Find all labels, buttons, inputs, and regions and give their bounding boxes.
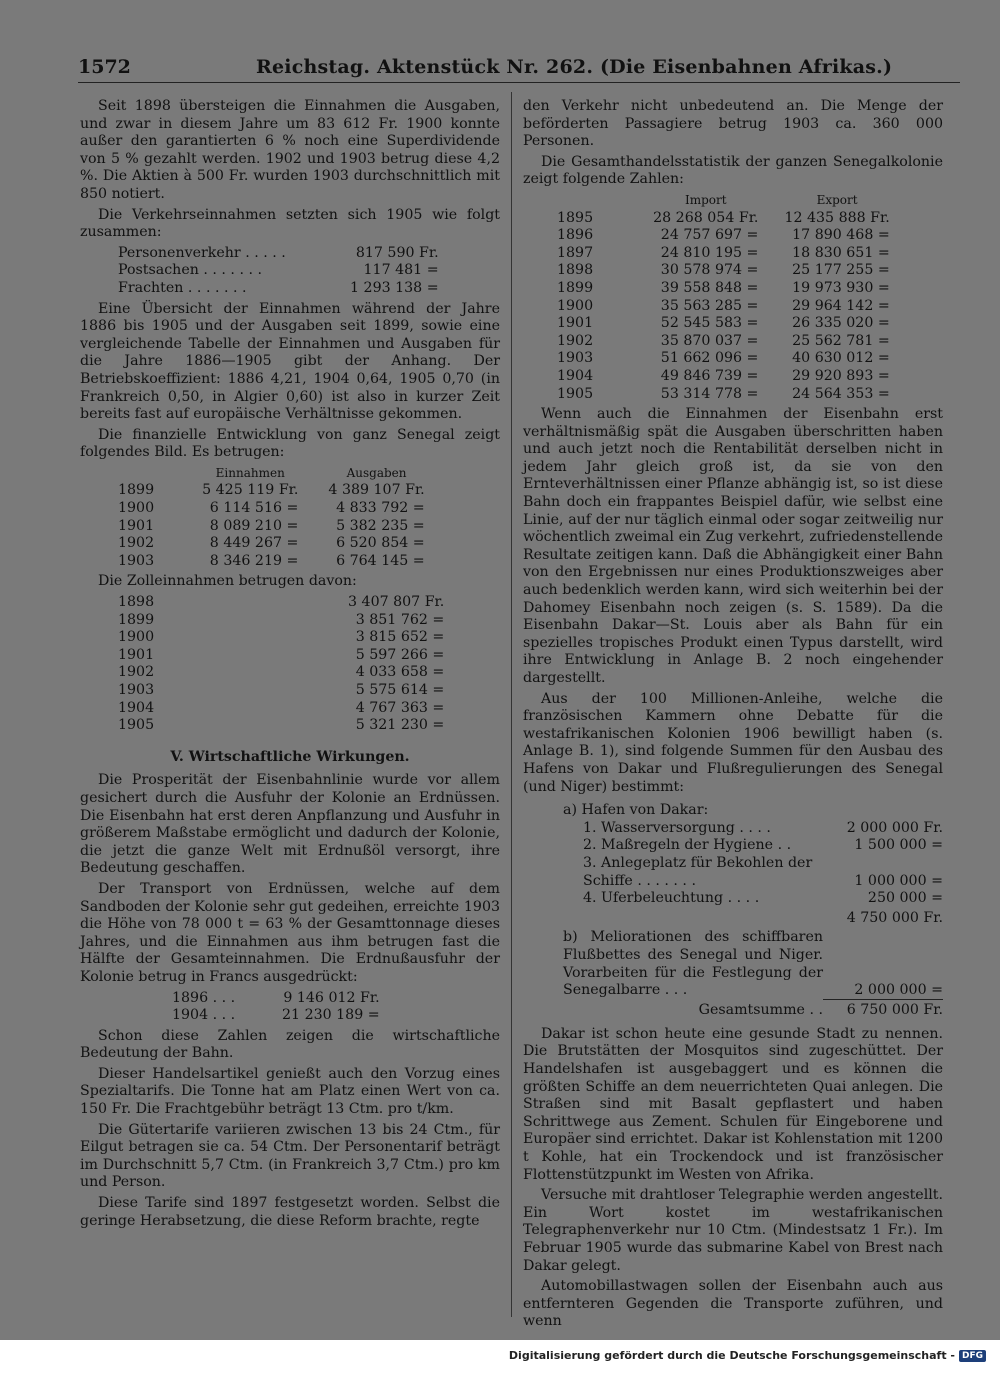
column-separator	[511, 92, 512, 1317]
spacer-cell	[298, 500, 328, 518]
export-value: 18 830 651 =	[792, 244, 890, 261]
table-row	[172, 990, 380, 1008]
customs-value: 5 321 230 =	[355, 717, 445, 734]
spacer-cell	[593, 333, 653, 351]
export-value: 12 435 888 Fr.	[784, 209, 890, 226]
table-row	[118, 612, 444, 630]
customs-value: 3 815 652 =	[355, 629, 445, 646]
spacer-cell	[593, 210, 653, 228]
spacer-cell	[593, 315, 653, 333]
import-value: 28 268 054 Fr.	[653, 209, 759, 226]
loan-a-table	[583, 820, 943, 908]
table-row	[118, 647, 444, 665]
year-cell: 1904	[118, 699, 155, 716]
loan-b-label: b) Meliorationen des schiffbaren Flußbettes des Senegal und Niger. Vorarbeiten für die Festlegung der Senegalbarre . . .	[563, 929, 823, 999]
spacer-cell	[758, 350, 784, 368]
import-value: 35 563 285 =	[660, 297, 759, 314]
paragraph: Die finanzielle Entwicklung von ganz Senegal zeigt folgendes Bild. Es betrugen:	[80, 426, 500, 461]
income-value: 8 346 219 =	[209, 552, 299, 569]
spacer-cell	[758, 386, 784, 404]
col-header: Import	[684, 192, 727, 207]
customs-value: 3 407 807 Fr.	[348, 594, 445, 611]
loan-item-label: 4. Uferbeleuchtung . . . .	[583, 890, 760, 907]
table-row	[557, 386, 890, 404]
paragraph: Wenn auch die Einnahmen der Eisenbahn erst verhältnismäßig spät die Ausgaben überschritten haben und auch jetzt noch die Rentabilität derselben nicht in jedem Jahr gleich groß ist, da sie von den Ernteverhältnissen einer Pflanze abhängig ist, so ist diese Bahn doch ein frappantes Beispiel dafür, wie selbst eine Linie, auf der nur täglich einmal oder sogar zeitweilig nur wöchentlich zweimal ein Zug verkehrt, zufriedenstellende Resultate zeitigen kann. Daß die Abhängigkeit einer Bahn von den Ergebnissen nur eines Produktionszweiges aber auch bedenklich werden kann, wird sich weiterhin bei der Dahomey Eisenbahn noch zeigen (s. S. 1589). Da die Eisenbahn Dakar—St. Louis aber als Bahn für ein spezielles tropisches Produkt einen Typus darstellt, wird ihre Entwicklung in Anlage B. 2 noch eingehender dargestellt.	[523, 406, 943, 686]
paragraph: Seit 1898 übersteigen die Einnahmen die Ausgaben, und zwar in diesem Jahre um 83 612 Fr. 1900 konnte außer den garantierten 6 % noch eine Superdividende von 5 % gezahlt werden. 1902 und 1903 betrug diese 4,2 %. Die Aktien à 500 Fr. wurden 1903 durchschnittlich mit 850 notiert.	[80, 98, 500, 202]
table-row	[118, 553, 425, 571]
page-number: 1572	[78, 56, 131, 78]
table-row	[557, 280, 890, 298]
paragraph: Die Gütertarife variieren zwischen 13 bis 24 Ctm., für Eilgut betragen sie ca. 54 Ctm. Der Personentarif beträgt im Durchschnitt 5,7 Ctm. (in Frankreich 3,7 Ctm.) pro km und Person.	[80, 1121, 500, 1191]
table-row	[118, 535, 425, 553]
header-rule	[78, 82, 960, 83]
revenue-value: 117 481 =	[363, 262, 439, 279]
customs-value: 5 597 266 =	[355, 646, 445, 663]
customs-value: 5 575 614 =	[355, 682, 445, 698]
year-cell: 1901	[118, 646, 155, 663]
spacer-cell	[758, 368, 784, 386]
footer-text: Digitalisierung gefördert durch die Deutsche Forschungsgemeinschaft -	[508, 1349, 955, 1362]
grand-total-label: Gesamtsumme . .	[698, 1001, 823, 1018]
table-row	[557, 245, 890, 263]
customs-table	[118, 594, 444, 735]
finance-table	[118, 465, 425, 571]
spacer-cell	[758, 298, 784, 316]
col-header: Einnahmen	[215, 465, 285, 480]
table-row	[583, 837, 943, 855]
section-heading: V. Wirtschaftliche Wirkungen.	[170, 748, 410, 765]
spacer-cell	[758, 227, 784, 245]
export-value: 25 562 781 =	[792, 332, 890, 349]
year-cell: 1898	[118, 594, 155, 611]
paragraph: Dakar ist schon heute eine gesunde Stadt zu nennen. Die Brutstätten der Mosquitos sind zugeschüttet. Der Handelshafen ist ausgebaggert und es können die größten Schiffe an dem neuerrichteten Quai anlegen. Die Straßen sind mit Basalt gepflastert und haben Schrittwege aus Zement. Schulen für Eingeborene und Europäer sind errichtet. Dakar ist Kohlenstation mit 1200 t Kohle, hat ein Trockendock und ist französischer Flottenstützpunkt im Westen von Afrika.	[523, 1025, 943, 1183]
year-cell: 1903	[118, 682, 155, 698]
year-cell: 1900	[557, 297, 594, 314]
year-cell: 1904	[557, 367, 594, 384]
loan-item-value: 1 000 000 =	[854, 872, 943, 889]
paragraph: Diese Tarife sind 1897 festgesetzt worden. Selbst die geringe Herabsetzung, die diese Reform brachte, regte	[80, 1195, 500, 1229]
year-cell: 1900	[118, 629, 155, 646]
spacer-cell	[593, 368, 653, 386]
loan-item-value	[837, 855, 944, 873]
year-cell: 1902	[118, 664, 155, 681]
export-value: 25 177 255 =	[792, 262, 890, 279]
loan-item-label: 1. Wasserversorgung . . . .	[583, 819, 771, 836]
year-cell: 1897	[557, 244, 594, 261]
dfg-logo: DFG	[959, 1350, 986, 1362]
export-value: 40 630 012 =	[792, 350, 890, 367]
loan-b-table	[563, 929, 943, 1019]
import-value: 49 846 739 =	[660, 367, 759, 384]
table-row	[118, 500, 425, 518]
spacer-cell	[758, 262, 784, 280]
expense-value: 6 520 854 =	[336, 535, 425, 552]
customs-value: 4 033 658 =	[355, 664, 445, 681]
import-value: 39 558 848 =	[660, 279, 759, 296]
table-row	[118, 594, 444, 612]
year-cell: 1901	[557, 315, 594, 332]
export-value: 19 973 930 =	[792, 279, 890, 296]
import-value: 53 314 778 =	[660, 385, 759, 402]
table-row	[172, 1007, 380, 1025]
paragraph: den Verkehr nicht unbedeutend an. Die Menge der beförderten Passagiere betrug 1903 ca. 360 000 Personen.	[523, 98, 943, 150]
table-row	[557, 227, 890, 245]
year-cell: 1895	[557, 209, 594, 226]
spacer-cell	[593, 386, 653, 404]
spacer-cell	[593, 350, 653, 368]
revenue-label: Personenverkehr . . . . .	[118, 244, 286, 261]
paragraph: Automobillastwagen sollen der Eisenbahn auch aus entfernteren Gegenden die Transporte zuführen, und wenn	[523, 1278, 943, 1330]
spacer-cell	[298, 535, 328, 553]
loan-b-value: 2 000 000 =	[854, 981, 943, 998]
revenue-table	[118, 245, 439, 298]
year-cell: 1901	[118, 517, 155, 534]
customs-value: 3 851 762 =	[355, 611, 445, 628]
table-row	[118, 682, 444, 700]
table-row	[118, 518, 425, 536]
table-row	[557, 315, 890, 333]
table-row	[583, 855, 943, 873]
expense-value: 4 833 792 =	[336, 500, 425, 517]
table-row	[118, 664, 444, 682]
paragraph: Schon diese Zahlen zeigen die wirtschaftliche Bedeutung der Bahn.	[80, 1027, 500, 1062]
spacer-cell	[154, 482, 202, 500]
left-column	[80, 98, 500, 1233]
year-cell: 1904 . . .	[172, 1007, 236, 1024]
table-row	[118, 629, 444, 647]
paragraph: Eine Übersicht der Einnahmen während der Jahre 1886 bis 1905 und der Ausgaben seit 1899, sowie eine vergleichende Tabelle der Einnahmen und Ausgaben für die Jahre 1886—1905 gibt der Anhang. Der Betriebskoeffizient: 1886 4,21, 1904 0,64, 1905 0,70 (in Frankreich 0,50, in Algier 0,60) ist also in kurzer Zeit bereits fast auf europäische Verhältnisse gekommen.	[80, 300, 500, 423]
year-cell: 1896	[557, 227, 594, 244]
table-row	[557, 368, 890, 386]
right-column	[523, 98, 943, 1334]
spacer-cell	[758, 245, 784, 263]
loan-item-value: 1 500 000 =	[854, 837, 943, 854]
import-value: 51 662 096 =	[660, 350, 759, 367]
paragraph: Dieser Handelsartikel genießt auch den Vorzug eines Spezialtarifs. Die Tonne hat am Platz einen Wert von ca. 150 Fr. Die Frachtgebühr beträgt 13 Ctm. pro t/km.	[80, 1065, 500, 1118]
expense-value: 5 382 235 =	[336, 517, 425, 534]
loan-a-label: a) Hafen von Dakar:	[563, 802, 709, 819]
customs-value: 4 767 363 =	[355, 699, 445, 716]
loan-item-label: Schiffe . . . . . . .	[583, 872, 696, 889]
export-value: 24 564 353 =	[792, 385, 890, 402]
spacer-cell	[154, 518, 202, 536]
spacer-cell	[758, 315, 784, 333]
table-row	[118, 717, 444, 735]
footer-credit	[509, 1349, 986, 1362]
table-row	[557, 333, 890, 351]
spacer-cell	[154, 500, 202, 518]
table-row	[118, 700, 444, 718]
spacer-cell	[593, 298, 653, 316]
revenue-value: 817 590 Fr.	[355, 244, 439, 261]
import-value: 24 757 697 =	[660, 227, 759, 244]
expense-value: 4 389 107 Fr.	[328, 482, 425, 499]
peanut-value: 21 230 189 =	[282, 1007, 380, 1024]
year-cell: 1896 . . .	[172, 989, 236, 1006]
loan-item-label: 2. Maßregeln der Hygiene . .	[583, 837, 792, 854]
year-cell: 1905	[118, 717, 155, 734]
loan-a-total: 4 750 000 Fr.	[846, 909, 943, 926]
year-cell: 1903	[118, 552, 155, 569]
loan-item-label: 3. Anlegeplatz für Bekohlen der	[583, 854, 813, 871]
import-value: 52 545 583 =	[660, 315, 759, 332]
table-row	[557, 262, 890, 280]
table-row	[583, 873, 943, 891]
export-value: 26 335 020 =	[792, 315, 890, 332]
paragraph: Versuche mit drahtloser Telegraphie werden angestellt. Ein Wort kostet im westafrikanischen Telegraphenverkehr nur 10 Ctm. (Mindestsatz 1 Fr.). Im Februar 1905 wurde das submarine Kabel von Brest nach Dakar gelegt.	[523, 1187, 943, 1274]
spacer-cell	[593, 262, 653, 280]
loan-list	[563, 802, 943, 1020]
grand-total-value: 6 750 000 Fr.	[823, 1000, 943, 1020]
year-cell: 1898	[557, 262, 594, 279]
table-row	[118, 262, 439, 280]
spacer-cell	[298, 482, 328, 500]
export-value: 29 920 893 =	[792, 367, 890, 384]
spacer-cell	[593, 245, 653, 263]
col-header: Ausgaben	[346, 465, 407, 480]
year-cell: 1902	[557, 332, 594, 349]
spacer-cell	[154, 535, 202, 553]
year-cell: 1899	[118, 482, 155, 499]
page-header	[78, 56, 960, 78]
spacer-cell	[758, 210, 784, 228]
spacer-cell	[298, 518, 328, 536]
paragraph: Aus der 100 Millionen-Anleihe, welche die französischen Kammern ohne Debatte für die westafrikanischen Kolonien 1906 bewilligt haben (s. Anlage B. 1), sind folgende Summen für den Ausbau des Hafens von Dakar und Flußregulierungen des Senegal (und Niger) bestimmt:	[523, 690, 943, 795]
paragraph: Der Transport von Erdnüssen, welche auf dem Sandboden der Kolonie sehr gut gedeihen, erreichte 1903 die Höhe von 78 000 t = 63 % der Gesamttonnage dieses Jahres, und die Einnahmen aus ihm betrugen fast die Hälfte der Gesamteinnahmen. Die Erdnußausfuhr der Kolonie betrug in Francs ausgedrückt:	[80, 880, 500, 985]
import-value: 30 578 974 =	[660, 262, 759, 279]
peanut-value: 9 146 012 Fr.	[283, 989, 380, 1006]
table-row	[118, 482, 425, 500]
revenue-value: 1 293 138 =	[350, 279, 439, 296]
table-row	[118, 245, 439, 263]
import-value: 35 870 037 =	[660, 332, 759, 349]
spacer-cell	[298, 553, 328, 571]
loan-item-value: 2 000 000 Fr.	[846, 819, 943, 836]
spacer-cell	[758, 333, 784, 351]
spacer-cell	[154, 553, 202, 571]
income-value: 8 449 267 =	[209, 535, 299, 552]
year-cell: 1900	[118, 500, 155, 517]
income-value: 6 114 516 =	[209, 500, 299, 517]
paragraph: Die Prosperität der Eisenbahnlinie wurde vor allem gesichert durch die Ausfuhr der Kolonie an Erdnüssen. Die Eisenbahn hat erst deren Anpflanzung und Ausfuhr in größerem Maßstabe ermöglicht und dadurch der Kolonie, die jetzt die ganze Welt mit Erdnußöl versorgt, ihre Bedeutung geschaffen.	[80, 772, 500, 877]
year-cell: 1903	[557, 350, 594, 367]
trade-table	[557, 192, 890, 403]
year-cell: 1899	[557, 279, 594, 296]
table-row	[118, 280, 439, 298]
spacer-cell	[593, 280, 653, 298]
revenue-label: Frachten . . . . . . .	[118, 279, 247, 296]
export-value: 29 964 142 =	[792, 297, 890, 314]
paragraph: Die Zolleinnahmen betrugen davon:	[98, 573, 357, 590]
export-value: 17 890 468 =	[792, 227, 890, 244]
table-row	[557, 350, 890, 368]
income-value: 5 425 119 Fr.	[202, 482, 299, 499]
paragraph: Die Verkehrseinnahmen setzten sich 1905 wie folgt zusammen:	[80, 206, 500, 241]
table-row	[583, 890, 943, 908]
spacer-cell	[593, 227, 653, 245]
year-cell: 1902	[118, 535, 155, 552]
table-row	[557, 210, 890, 228]
year-cell: 1905	[557, 385, 594, 402]
table-row	[583, 820, 943, 838]
paragraph: Die Gesamthandelsstatistik der ganzen Senegalkolonie zeigt folgende Zahlen:	[523, 153, 943, 188]
revenue-label: Postsachen . . . . . . .	[118, 262, 262, 279]
expense-value: 6 764 145 =	[336, 552, 425, 569]
running-title: Reichstag. Aktenstück Nr. 262. (Die Eisenbahnen Afrikas.)	[256, 56, 893, 78]
col-header: Export	[816, 192, 858, 207]
income-value: 8 089 210 =	[209, 517, 299, 534]
spacer-cell	[758, 280, 784, 298]
table-row	[557, 298, 890, 316]
import-value: 24 810 195 =	[660, 244, 759, 261]
loan-item-value: 250 000 =	[867, 890, 943, 907]
year-cell: 1899	[118, 611, 155, 628]
peanut-export-table	[172, 990, 380, 1025]
